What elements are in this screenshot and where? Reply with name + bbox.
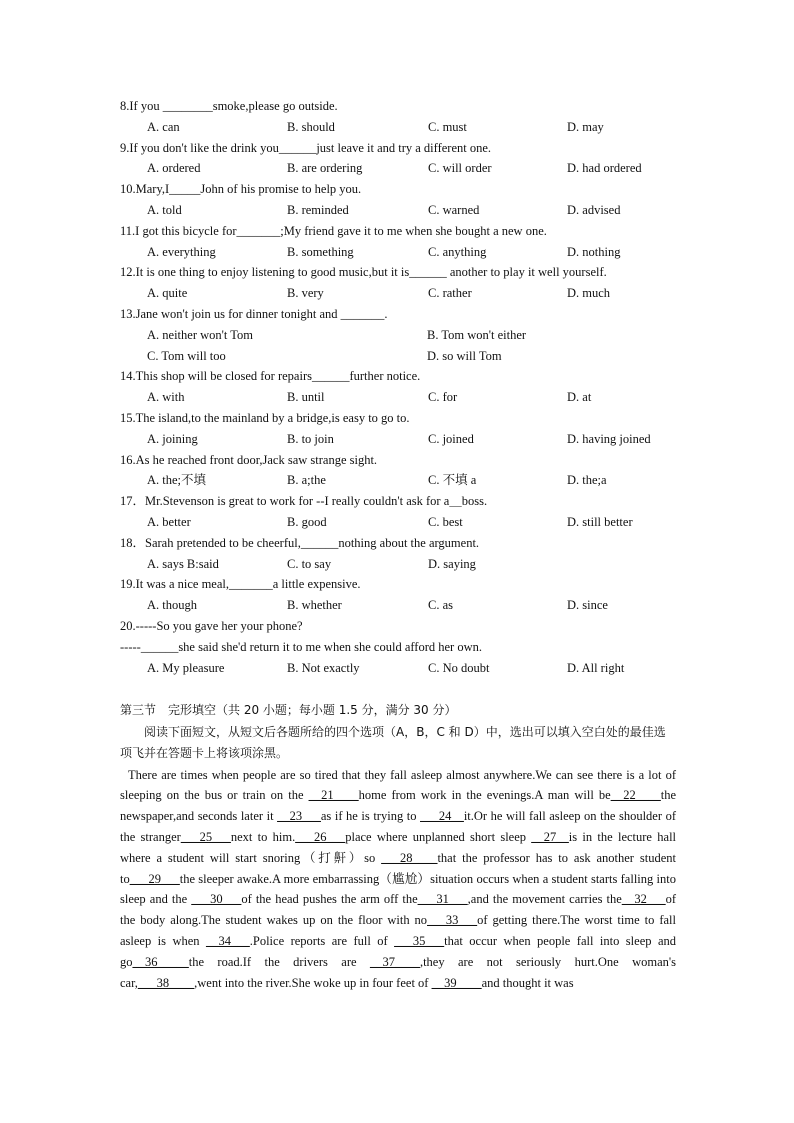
cloze-section <box>120 700 676 993</box>
option-c: C. joined <box>428 431 474 446</box>
question-options <box>120 158 680 179</box>
passage-text: There are times when people are so tired that they fall asleep almost anywhere.We can see there is a lot of sleeping on the bus or train on the <box>120 767 676 803</box>
option-d: D. much <box>567 286 611 301</box>
option-a: A. everything <box>147 244 216 259</box>
blank-29: ___29___ <box>129 871 180 886</box>
option-a: A. can <box>147 119 180 134</box>
blank-33: ___33___ <box>427 913 478 928</box>
option-d: D. All right <box>567 660 625 675</box>
option-a: A. the;不填 <box>147 473 207 488</box>
blank-23: __23___ <box>277 809 321 824</box>
question-stem: 13.Jane won't join us for dinner tonight and _______. <box>120 306 388 321</box>
option-d: D. had ordered <box>567 161 642 176</box>
option-d: D. still better <box>567 514 633 529</box>
question-options <box>120 554 680 575</box>
option-b: B. good <box>287 514 327 529</box>
option-b: B. a;the <box>287 473 326 488</box>
blank-24: ___24__ <box>420 809 464 824</box>
question-stem: 15.The island,to the mainland by a bridge,is easy to go to. <box>120 410 410 425</box>
blank-26: ___26___ <box>295 829 346 844</box>
question-stem: 11.I got this bicycle for_______;My friend gave it to me when she bought a new one. <box>120 223 547 238</box>
option-c: C. as <box>428 598 453 613</box>
passage-text: next to him. <box>230 829 296 844</box>
question-stem-reply: -----______she said she'd return it to me when she could afford her own. <box>120 639 482 654</box>
question-options <box>120 470 680 491</box>
blank-25: ___25___ <box>180 829 231 844</box>
passage-text: of getting there.The worst time to fall asleep is when <box>120 913 676 948</box>
option-d: D. at <box>567 390 592 405</box>
question-stem: 8.If you ________smoke,please go outside. <box>120 99 338 113</box>
option-c: C. to say <box>287 556 332 571</box>
passage-text: that occur when people fall into sleep and go <box>120 933 676 969</box>
section-title: 第三节 完形填空（共 20 小题；每小题 1.5 分，满分 30 分） <box>120 703 457 717</box>
option-c: C. 不填 a <box>428 473 477 488</box>
option-a: A. joining <box>147 431 198 446</box>
option-d: D. the;a <box>567 473 607 488</box>
passage-text: home from work in the evenings.A man will be <box>358 788 611 803</box>
option-b: B. to join <box>287 431 334 446</box>
question-options <box>120 658 680 679</box>
option-b: B. very <box>287 286 324 301</box>
question-stem: 17．Mr.Stevenson is great to work for --I really couldn't ask for a＿boss. <box>120 494 488 509</box>
option-c: C. rather <box>428 286 472 301</box>
question-options <box>120 117 680 138</box>
option-a: A. though <box>147 598 197 613</box>
option-b: B. whether <box>287 598 342 613</box>
passage-text: ,went into the river.She woke up in four feet of <box>194 975 432 990</box>
question-options <box>120 242 680 263</box>
question-stem: 14.This shop will be closed for repairs______further notice. <box>120 369 421 384</box>
option-a: A. with <box>147 390 185 405</box>
option-b: B. Tom won't either <box>427 327 527 342</box>
blank-38: ___38____ <box>137 975 195 990</box>
option-c: C. for <box>428 390 458 405</box>
option-c: C. warned <box>428 202 480 217</box>
passage-text: place where unplanned short sleep <box>345 829 532 844</box>
blank-31: ___31___ <box>417 892 468 907</box>
passage-text: of the head pushes the arm off the <box>241 892 418 907</box>
option-c: C. will order <box>428 161 492 176</box>
blank-30: ___30___ <box>191 892 242 907</box>
passage-text: the newspaper,and seconds later it <box>120 788 676 824</box>
option-c: C. best <box>428 514 463 529</box>
passage-text: and thought it was <box>481 975 574 990</box>
option-d: D. may <box>567 119 604 134</box>
passage-text: it.Or he will fall asleep on the shoulder of the stranger <box>120 809 676 844</box>
option-a: A. quite <box>147 286 188 301</box>
blank-35: ___35___ <box>394 933 445 948</box>
question-stem: 9.If you don't like the drink you______just leave it and try a different one. <box>120 140 492 155</box>
option-b: B. something <box>287 244 354 259</box>
question-stem: 16.As he reached front door,Jack saw strange sight. <box>120 452 378 467</box>
question-options <box>120 283 680 304</box>
option-d: D. since <box>567 598 608 613</box>
blank-28: ___28____ <box>381 850 438 865</box>
cloze-passage <box>120 765 676 994</box>
blank-36: __36_____ <box>132 954 189 969</box>
passage-text: ,they are not seriously hurt.One woman's car, <box>120 954 676 990</box>
option-b: B. Not exactly <box>287 660 360 675</box>
blank-37: __37____ <box>369 954 420 969</box>
option-d: D. saying <box>428 556 476 571</box>
passage-text: the sleeper awake.A more embarrassing（尴尬）situation occurs when a student starts falling into sleep and the <box>120 871 676 907</box>
option-a: A. neither won't Tom <box>147 327 253 342</box>
question-options <box>120 200 680 221</box>
option-c: C. No doubt <box>428 660 490 675</box>
passage-text: the road.If the drivers are <box>188 954 370 969</box>
option-b: B. should <box>287 119 335 134</box>
option-a: A. better <box>147 514 191 529</box>
option-d: D. advised <box>567 202 621 217</box>
option-a-b: A. says B:said <box>147 556 219 571</box>
section-instruction: 阅读下面短文，从短文后各题所给的四个选项（A，B，C 和 D）中，选出可以填入空白处的最佳选项飞并在答题卡上将该项涂黑。 <box>120 725 666 760</box>
question-options <box>120 325 680 346</box>
passage-text: of the body along.The student wakes up on the floor with no <box>120 892 676 928</box>
passage-text: is in the lecture hall where a student will start snoring（打鼾）so <box>120 829 677 865</box>
option-b: B. until <box>287 390 325 405</box>
option-d: D. so will Tom <box>427 348 502 363</box>
option-d: D. having joined <box>567 431 651 446</box>
option-b: B. are ordering <box>287 161 363 176</box>
option-d: D. nothing <box>567 244 621 259</box>
question-stem: 10.Mary,I_____John of his promise to help you. <box>120 182 362 197</box>
option-c: C. anything <box>428 244 487 259</box>
passage-text: ,and the movement carries the <box>467 892 622 907</box>
question-options <box>120 595 680 616</box>
option-a: A. My pleasure <box>147 660 225 675</box>
blank-27: __27__ <box>531 829 569 844</box>
question-stem: 12.It is one thing to enjoy listening to good music,but it is______ another to play it well yourself. <box>120 265 607 280</box>
question-stem: 20.-----So you gave her your phone? <box>120 618 303 633</box>
blank-34: __34___ <box>206 933 250 948</box>
grammar-questions <box>120 96 680 678</box>
blank-22: __22____ <box>610 788 661 803</box>
passage-text: as if he is trying to <box>320 809 421 824</box>
option-a: A. told <box>147 202 182 217</box>
question-options <box>120 512 680 533</box>
question-options <box>120 346 680 367</box>
question-options <box>120 429 680 450</box>
blank-39: __39____ <box>431 975 482 990</box>
question-options <box>120 387 680 408</box>
passage-text: that the professor has to ask another student to <box>120 850 676 886</box>
question-stem: 19.It was a nice meal,_______a little expensive. <box>120 577 361 592</box>
option-c: C. must <box>428 119 467 134</box>
question-stem: 18．Sarah pretended to be cheerful,______nothing about the argument. <box>120 535 480 550</box>
blank-21: __21____ <box>308 788 359 803</box>
blank-32: __32___ <box>621 892 666 907</box>
option-b: B. reminded <box>287 202 349 217</box>
option-c: C. Tom will too <box>147 348 226 363</box>
option-a: A. ordered <box>147 161 201 176</box>
passage-text: .Police reports are full of <box>249 933 395 948</box>
